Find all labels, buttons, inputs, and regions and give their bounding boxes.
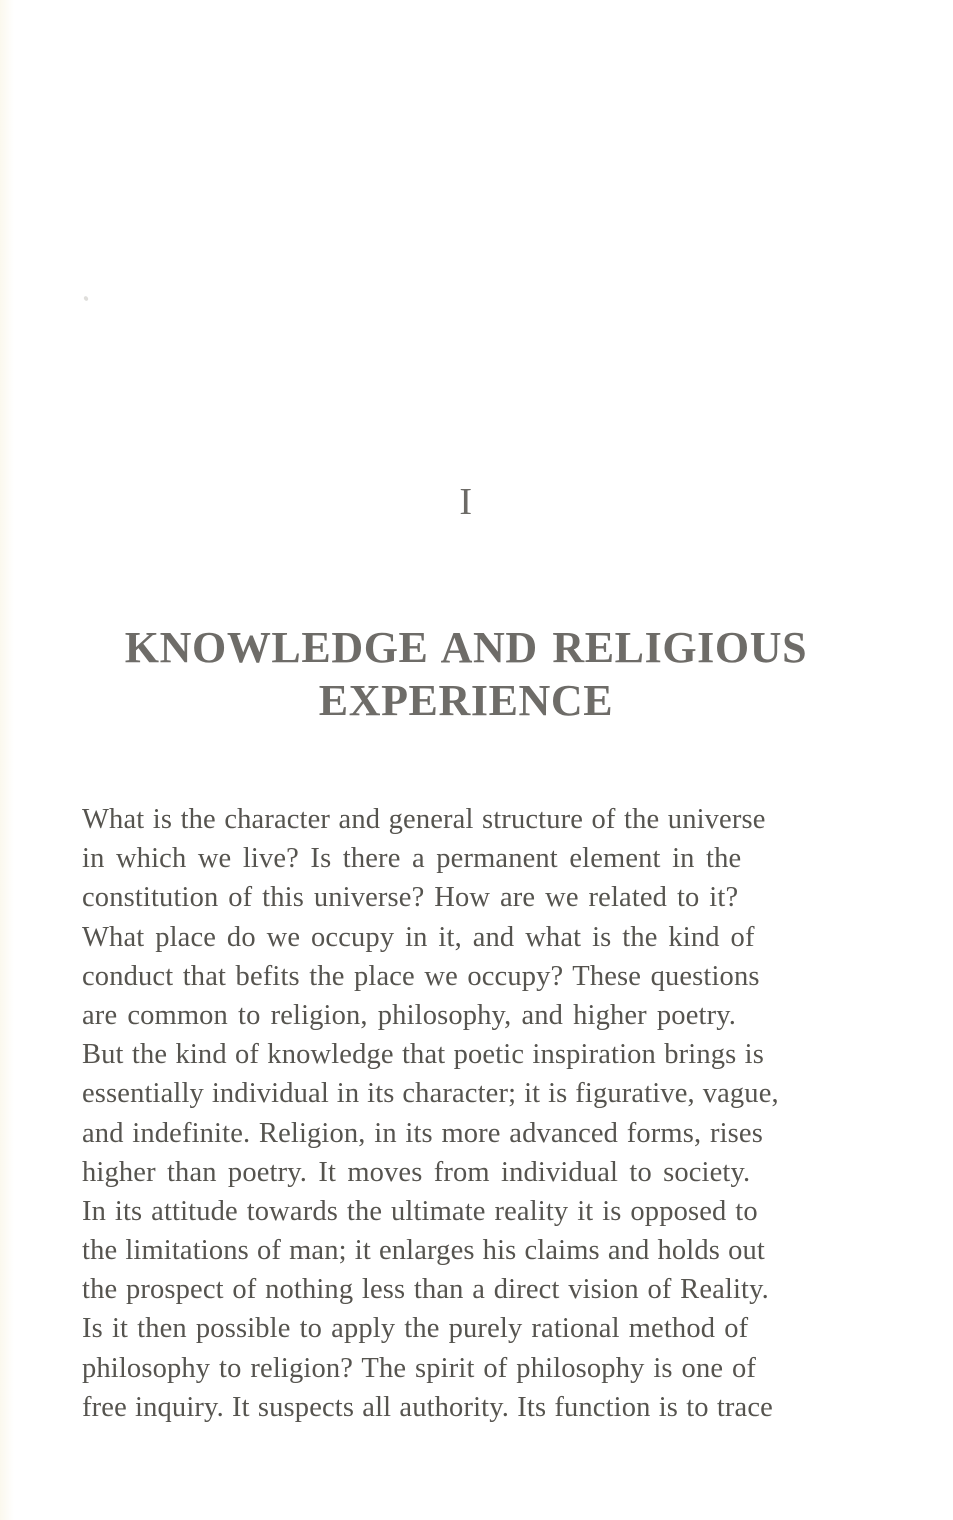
body-line: and indefinite. Religion, in its more advanced forms, rises <box>82 1117 763 1149</box>
body-line: But the kind of knowledge that poetic inspiration brings is <box>82 1039 764 1071</box>
body-line: What is the character and general structure of the universe <box>82 804 766 835</box>
body-line: constitution of this universe? How are we related to it? <box>82 882 739 914</box>
page-title <box>76 621 856 727</box>
body-line: What place do we occupy in it, and what is the kind of <box>82 921 755 953</box>
chapter-number: I <box>459 481 473 523</box>
body-line: higher than poetry. It moves from individual to society. <box>82 1156 751 1188</box>
body-line: conduct that befits the place we occupy? These questions <box>82 960 760 992</box>
body-paragraph <box>82 800 850 1427</box>
chapter-title-line-1: KNOWLEDGE AND RELIGIOUS <box>124 623 808 673</box>
body-line: are common to religion, philosophy, and higher poetry. <box>82 999 737 1031</box>
body-line: in which we live? Is there a permanent element in the <box>82 843 742 875</box>
body-line: the prospect of nothing less than a direct vision of Reality. <box>82 1274 769 1306</box>
chapter-title-line-2: EXPERIENCE <box>318 676 614 726</box>
body-line: philosophy to religion? The spirit of philosophy is one of <box>82 1352 757 1384</box>
body-line: essentially individual in its character; it is figurative, vague, <box>82 1078 779 1110</box>
body-line: free inquiry. It suspects all authority. Its function is to trace <box>82 1391 773 1423</box>
scan-dust-speck <box>83 295 89 301</box>
body-line: the limitations of man; it enlarges his claims and holds out <box>82 1235 765 1267</box>
scan-edge-tint <box>0 0 14 1520</box>
body-line: Is it then possible to apply the purely rational method of <box>82 1313 749 1345</box>
body-line: In its attitude towards the ultimate reality it is opposed to <box>82 1195 758 1227</box>
